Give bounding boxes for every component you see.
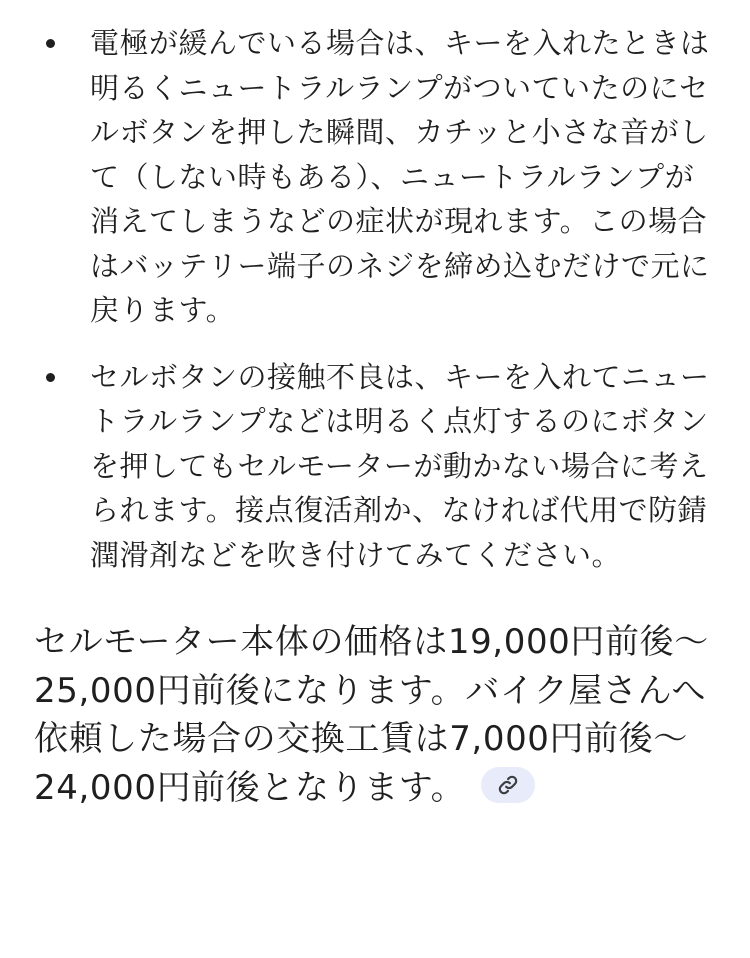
- list-item: [0, 355, 750, 578]
- list-item-text: セルボタンの接触不良は、キーを入れてニュートラルランプなどは明るく点灯するのにボタンを押してもセルモーターが動かない場合に考えられます。接点復活剤か、なければ代用で防錆潤滑剤などを吹き付けてみてください。: [90, 359, 710, 572]
- paragraph-text: セルモーター本体の価格は19,000円前後〜25,000円前後になります。バイク屋さんへ依頼した場合の交換工賃は7,000円前後〜24,000円前後となります。: [34, 622, 709, 808]
- bullet-dot: [46, 39, 55, 48]
- bullet-dot: [46, 373, 55, 382]
- summary-paragraph: [0, 618, 750, 812]
- link-icon: [497, 774, 519, 796]
- bullet-list: [0, 21, 750, 577]
- list-item-text: 電極が緩んでいる場合は、キーを入れたときは明るくニュートラルランプがついていたのにセルボタンを押した瞬間、カチッと小さな音がして（しない時もある）、ニュートラルランプが消えてしまうなどの症状が現れます。この場合はバッテリー端子のネジを締め込むだけで元に戻ります。: [90, 26, 710, 327]
- source-link-button[interactable]: [481, 767, 535, 803]
- list-item: [0, 21, 750, 333]
